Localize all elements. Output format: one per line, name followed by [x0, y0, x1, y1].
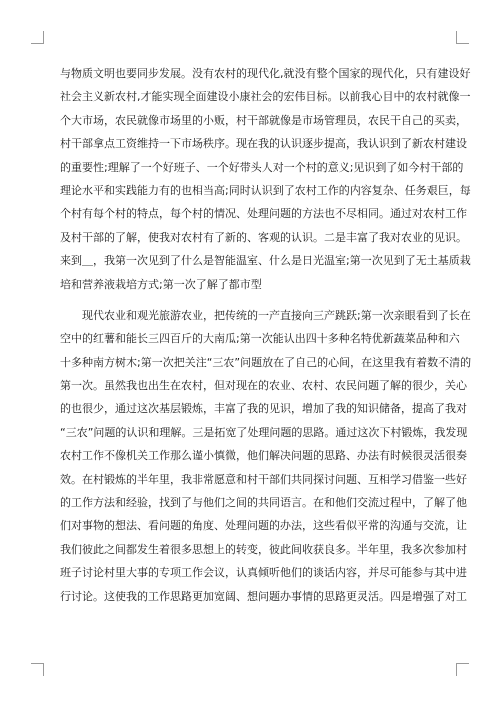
document-body: [60, 62, 472, 608]
text-line: 现代农业和观光旅游农业，把传统的一产直接向三产跳跃;第一次亲眼看到了长在: [60, 308, 471, 322]
text-line: 效。在村锻炼的半年里，我非常愿意和村干部们共同探讨问题、互相学习借鉴一些好: [60, 472, 467, 486]
text-line: 理论水平和实践能力有的也相当高;同时认识到了农村工作的内容复杂、任务艰巨，每: [60, 183, 471, 197]
text-line: “三农”问题的认识和理解。三是拓宽了处理问题的思路。通过这次下村锻炼，我发现: [60, 425, 468, 439]
paragraph-gap: [60, 296, 439, 304]
text-line: 农村工作不像机关工作那么谨小慎微，他们解决问题的思路、办法有时候很灵活很奏: [60, 449, 467, 463]
text-line: 行讨论。这使我的工作思路更加宽阔、想问题办事情的思路更灵活。四是增强了对工: [60, 589, 467, 603]
paragraph-2: [60, 304, 472, 608]
text-line: 来到＿，我第一次见到了什么是智能温室、什么是日光温室;第一次见到了无土基质栽: [60, 254, 471, 268]
text-line: 们对事物的想法、看问题的角度、处理问题的办法，这些看似平常的沟通与交流，让: [60, 519, 467, 533]
text-line: 第一次。虽然我也出生在农村，但对现在的农业、农村、农民问题了解的很少，关心: [60, 379, 467, 393]
text-line: 个村有每个村的特点，每个村的情况、处理问题的方法也不尽相同。通过对农村工作: [60, 207, 467, 221]
text-line: 与物质文明也要同步发展。没有农村的现代化,就没有整个国家的现代化，只有建设好: [60, 67, 471, 80]
text-line: 及村干部的了解，使我对农村有了新的、客观的认识。二是丰富了我对农业的见识。: [60, 230, 467, 244]
paragraph-1: [60, 62, 471, 296]
text-line: 个大市场，农民就像市场里的小贩，村干部就像是市场管理员，农民干自己的买卖，: [60, 113, 467, 127]
text-line: 的重要性;理解了一个好班子、一个好带头人对一个村的意义;见识到了如今村干部的: [60, 160, 464, 174]
crop-mark-bottom-right: [456, 663, 469, 676]
text-line: 空中的红薯和能长三四百斤的大南瓜;第一次能认出四十多种名特优新蔬菜品种和六: [60, 332, 460, 346]
text-line: 的工作方法和经验，找到了与他们之间的共同语言。在和他们交流过程中，了解了他: [60, 496, 467, 510]
crop-mark-bottom-left: [31, 663, 44, 676]
text-line: 培和营养液栽培方式;第一次了解了都市型: [60, 277, 262, 291]
text-line: 十多种南方树木;第一次把关注“三农”问题放在了自己的心间，在这里我有着数不清的: [60, 355, 472, 369]
crop-mark-top-left: [31, 31, 44, 44]
text-line: 的也很少，通过这次基层锻炼，丰富了我的见识，增加了我的知识储备，提高了我对: [60, 402, 467, 416]
crop-mark-top-right: [456, 31, 469, 44]
text-line: 我们彼此之间都发生着很多思想上的转变，彼此间收获良多。半年里，我多次参加村: [60, 542, 467, 556]
text-line: 班子讨论村里大事的专项工作会议，认真倾听他们的谈话内容，并尽可能参与其中进: [60, 566, 467, 580]
text-line: 社会主义新农村,才能实现全面建设小康社会的宏伟目标。以前我心目中的农村就像一: [60, 90, 471, 104]
text-line: 村干部拿点工资维持一下市场秩序。现在我的认识逐步提高，我认识到了新农村建设: [60, 137, 467, 151]
